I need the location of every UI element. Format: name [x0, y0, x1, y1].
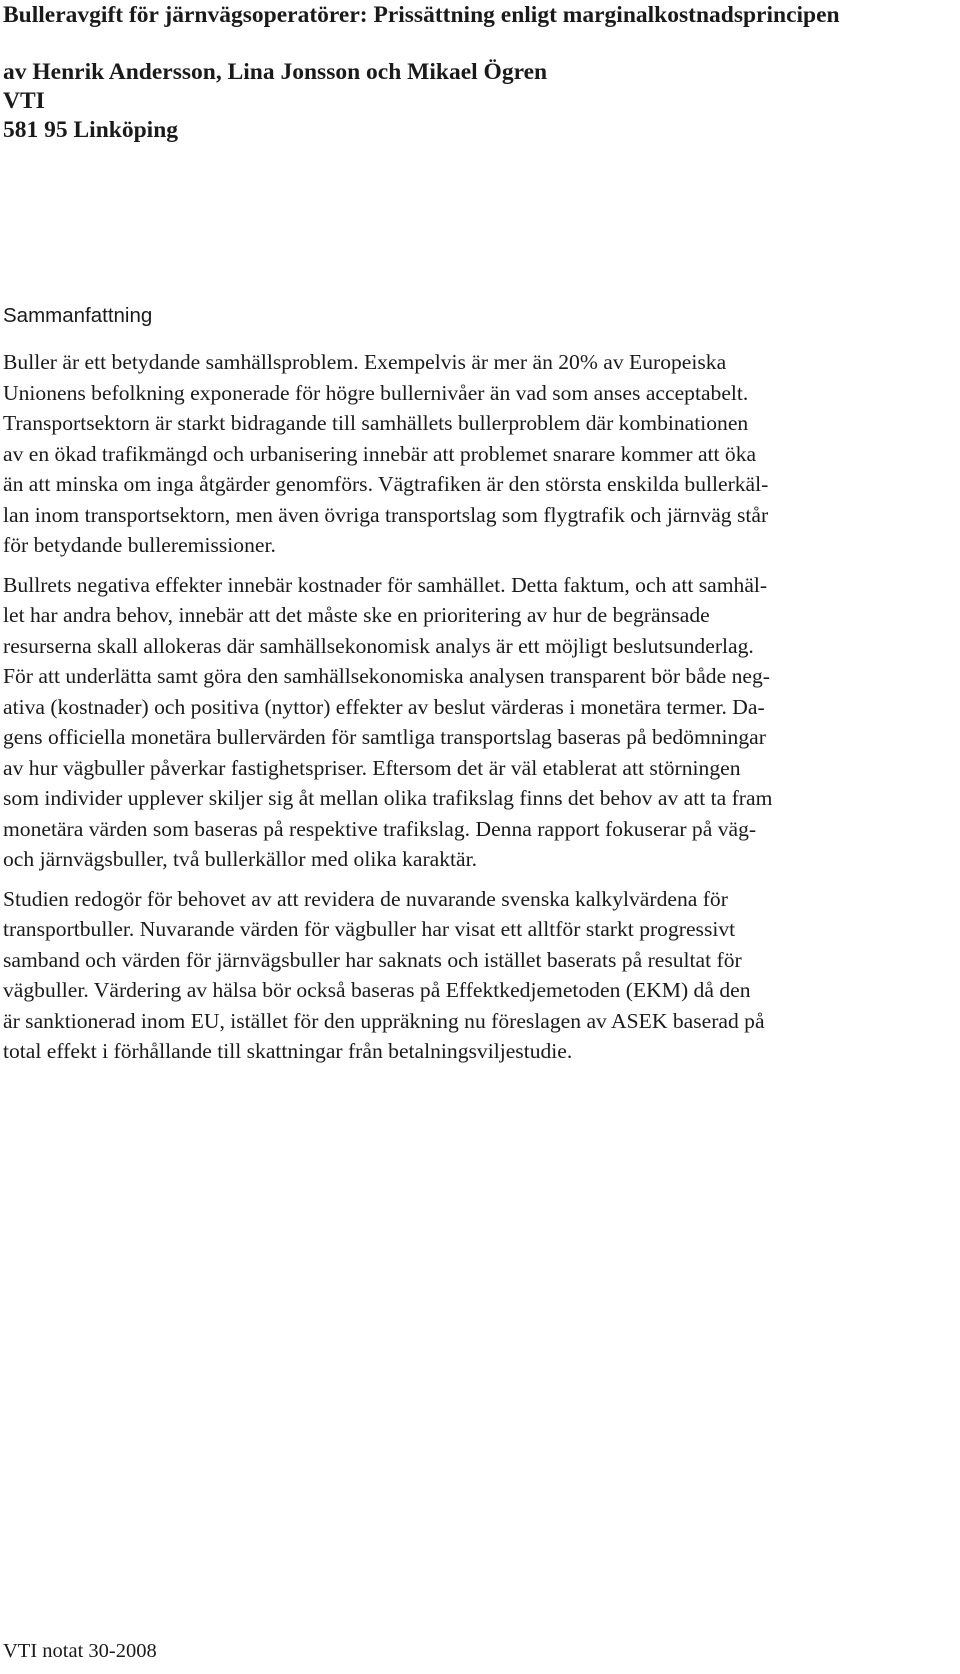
text-line: är sanktionerad inom EU, istället för den uppräkning nu föreslagen av ASEK baserad på: [3, 1008, 765, 1033]
text-line: än att minska om inga åtgärder genomförs. Vägtrafiken är den största enskilda bullerkäl-: [3, 472, 769, 496]
page-footer: VTI notat 30-2008: [3, 1640, 157, 1662]
author-block: [3, 58, 903, 145]
summary-body: [3, 347, 957, 1076]
text-line: resurserna skall allokeras där samhällsekonomisk analys är ett möjligt beslutsunderlag.: [3, 633, 754, 658]
text-line: transportbuller. Nuvarande värden för vägbuller har visat ett alltför starkt progressivt: [3, 917, 736, 941]
text-line: Bullrets negativa effekter innebär kostnader för samhället. Detta faktum, och att samhäl-: [3, 572, 768, 597]
text-line: För att underlätta samt göra den samhällsekonomiska analysen transparent bör både neg-: [3, 664, 770, 688]
paragraph-1: [3, 347, 957, 561]
text-line: Buller är ett betydande samhällsproblem. Exempelvis är mer än 20% av Europeiska: [3, 350, 727, 374]
text-line: let har andra behov, innebär att det måste ske en prioritering av hur de begränsade: [3, 603, 710, 627]
document-title: Bulleravgift för järnvägsoperatörer: Prissättning enligt marginalkostnadsprincipen: [3, 2, 840, 28]
text-line: lan inom transportsektorn, men även övriga transportslag som flygtrafik och järnväg står: [3, 502, 769, 527]
text-line: total effekt i förhållande till skattningar från betalningsviljestudie.: [3, 1039, 573, 1063]
text-line: av hur vägbuller påverkar fastighetspriser. Eftersom det är väl etablerat att störningen: [3, 755, 741, 780]
authors-line: av Henrik Andersson, Lina Jonsson och Mikael Ögren: [3, 59, 548, 85]
text-line: ativa (kostnader) och positiva (nyttor) effekter av beslut värderas i monetära termer. Da-: [3, 694, 765, 719]
paragraph-2: [3, 570, 957, 875]
text-line: vägbuller. Värdering av hälsa bör också baseras på Effektkedjemetoden (EKM) då den: [3, 978, 751, 1002]
text-line: som individer upplever skiljer sig åt mellan olika trafikslag finns det behov av att ta fram: [3, 786, 773, 810]
text-line: samband och värden för järnvägsbuller har saknats och istället baserats på resultat för: [3, 947, 742, 972]
text-line: monetära värden som baseras på respektive trafikslag. Denna rapport fokuserar på väg-: [3, 816, 757, 841]
text-line: av en ökad trafikmängd och urbanisering innebär att problemet snarare kommer att öka: [3, 441, 757, 466]
section-heading-summary: Sammanfattning: [3, 304, 153, 327]
paragraph-3: [3, 884, 957, 1067]
address-line: 581 95 Linköping: [3, 117, 179, 143]
text-line: Unionens befolkning exponerade för högre bullernivåer än vad som anses acceptabelt.: [3, 380, 749, 405]
organization-line: VTI: [3, 88, 45, 114]
text-line: Studien redogör för behovet av att revidera de nuvarande svenska kalkylvärdena för: [3, 886, 728, 911]
text-line: gens officiella monetära bullervärden för samtliga transportslag baseras på bedömningar: [3, 725, 766, 749]
text-line: Transportsektorn är starkt bidragande till samhällets bullerproblem där kombinationen: [3, 411, 749, 435]
text-line: för betydande bulleremissioner.: [3, 533, 276, 557]
text-line: och järnvägsbuller, två bullerkällor med olika karaktär.: [3, 847, 478, 871]
